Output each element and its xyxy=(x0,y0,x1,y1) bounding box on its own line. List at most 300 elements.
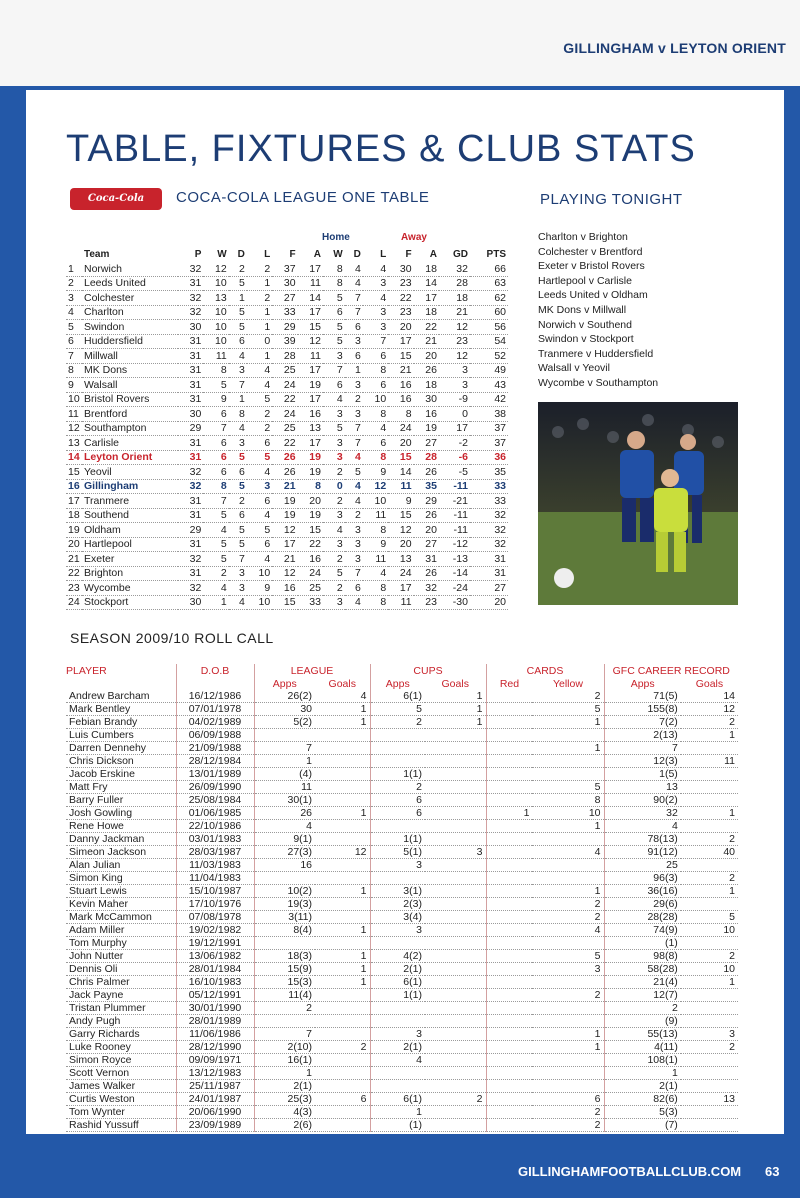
roll-cell: 3 xyxy=(370,924,425,937)
league-cell: 9 xyxy=(363,537,388,552)
league-cell: 9 xyxy=(388,494,413,509)
roll-cell xyxy=(254,729,315,742)
roll-cell xyxy=(532,872,604,885)
player-name: Matt Fry xyxy=(66,781,176,794)
league-cell: 4 xyxy=(345,595,363,610)
roll-cell: 78(13) xyxy=(604,833,681,846)
league-cell: 31 xyxy=(178,378,203,393)
league-team-cell: Wycombe xyxy=(82,581,178,596)
league-cell: 39 xyxy=(272,334,297,349)
roll-cell: 2 xyxy=(532,989,604,1002)
league-cell: 5 xyxy=(323,334,345,349)
roll-cell: 2 xyxy=(532,690,604,703)
roll-sub-header: Apps xyxy=(604,677,681,690)
league-cell: 19 xyxy=(298,450,323,465)
roll-cell: 32 xyxy=(604,807,681,820)
roll-cell: 2 xyxy=(604,1002,681,1015)
roll-cell: 1 xyxy=(315,924,370,937)
league-cell: 21 xyxy=(272,552,297,567)
roll-cell: 5 xyxy=(370,703,425,716)
player-name: Chris Palmer xyxy=(66,976,176,989)
roll-cell: 13/12/1983 xyxy=(176,1067,254,1080)
match-title: GILLINGHAM v LEYTON ORIENT xyxy=(563,40,786,56)
roll-cell xyxy=(425,1002,486,1015)
roll-row xyxy=(66,1093,738,1106)
league-cell: 32 xyxy=(178,262,203,277)
fixture-item: Charlton v Brighton xyxy=(538,231,628,243)
league-team-cell: Tranmere xyxy=(82,494,178,509)
roll-row xyxy=(66,950,738,963)
league-cell: 18 xyxy=(414,378,439,393)
league-cell: 32 xyxy=(414,581,439,596)
league-row xyxy=(66,363,508,378)
roll-cell: 10 xyxy=(681,963,738,976)
roll-cell: 21/09/1988 xyxy=(176,742,254,755)
league-cell: 8 xyxy=(66,363,82,378)
roll-cell xyxy=(532,1054,604,1067)
league-cell: 4 xyxy=(66,305,82,320)
league-cell: 56 xyxy=(470,320,508,335)
roll-cell xyxy=(370,1015,425,1028)
league-cell: 5 xyxy=(323,320,345,335)
roll-cell: 1 xyxy=(315,716,370,729)
league-cell: 15 xyxy=(388,508,413,523)
league-cell: 33 xyxy=(298,595,323,610)
roll-cell: 29(6) xyxy=(604,898,681,911)
league-cell: 42 xyxy=(470,392,508,407)
league-cell: 32 xyxy=(470,508,508,523)
player-name: Jack Payne xyxy=(66,989,176,1002)
league-cell: 30 xyxy=(178,407,203,422)
league-cell: 33 xyxy=(470,479,508,494)
roll-cell: 15/10/1987 xyxy=(176,885,254,898)
league-cell: -12 xyxy=(439,537,470,552)
roll-cell: 1 xyxy=(532,1028,604,1041)
roll-cell: (9) xyxy=(604,1015,681,1028)
roll-cell xyxy=(315,768,370,781)
roll-cell: 07/01/1978 xyxy=(176,703,254,716)
league-row xyxy=(66,407,508,422)
league-cell: 4 xyxy=(363,262,388,277)
league-team-cell: Oldham xyxy=(82,523,178,538)
league-cell: 16 xyxy=(298,407,323,422)
league-cell: 6 xyxy=(203,407,228,422)
league-cell: 4 xyxy=(345,450,363,465)
league-cell: 21 xyxy=(414,334,439,349)
roll-cell: 28/12/1990 xyxy=(176,1041,254,1054)
player-name: Simon King xyxy=(66,872,176,885)
league-cell: 20 xyxy=(388,320,413,335)
roll-cell: 5 xyxy=(681,911,738,924)
roll-cell: 7(2) xyxy=(604,716,681,729)
league-team-cell: Leeds United xyxy=(82,276,178,291)
roll-row xyxy=(66,989,738,1002)
roll-cell xyxy=(681,1106,738,1119)
league-cell: 2 xyxy=(323,552,345,567)
league-cell: 26 xyxy=(272,465,297,480)
roll-cell: 3 xyxy=(370,859,425,872)
league-cell: 21 xyxy=(439,305,470,320)
league-cell: 17 xyxy=(388,581,413,596)
roll-row xyxy=(66,716,738,729)
roll-cell: 4(11) xyxy=(604,1041,681,1054)
player-name: Tom Wynter xyxy=(66,1106,176,1119)
roll-cell: 2 xyxy=(681,833,738,846)
roll-cell: 36(16) xyxy=(604,885,681,898)
roll-row xyxy=(66,1106,738,1119)
league-team-cell: Gillingham xyxy=(82,479,178,494)
league-cell: 3 xyxy=(323,436,345,451)
league-team-cell: Southend xyxy=(82,508,178,523)
player-name: Mark McCammon xyxy=(66,911,176,924)
roll-cell xyxy=(315,1002,370,1015)
roll-cell: 2 xyxy=(532,1106,604,1119)
roll-cell: 7 xyxy=(254,742,315,755)
league-cell: 4 xyxy=(229,421,247,436)
league-team-cell: Carlisle xyxy=(82,436,178,451)
league-cell: 17 xyxy=(298,363,323,378)
league-cell: 19 xyxy=(272,508,297,523)
roll-row xyxy=(66,1028,738,1041)
page-title: TABLE, FIXTURES & CLUB STATS xyxy=(66,128,696,170)
league-cell: 1 xyxy=(247,349,272,364)
roll-cell xyxy=(425,1041,486,1054)
roll-cell: 16/12/1986 xyxy=(176,690,254,703)
roll-cell xyxy=(486,976,532,989)
roll-cell xyxy=(315,833,370,846)
roll-cell xyxy=(532,833,604,846)
league-cell: 11 xyxy=(363,552,388,567)
league-cell: -30 xyxy=(439,595,470,610)
roll-group-header: PLAYER xyxy=(66,664,107,677)
league-cell: 5 xyxy=(66,320,82,335)
roll-row xyxy=(66,1041,738,1054)
roll-cell: 4 xyxy=(532,924,604,937)
roll-cell xyxy=(425,820,486,833)
roll-row xyxy=(66,690,738,703)
league-cell: 31 xyxy=(178,349,203,364)
roll-cell: 11/03/1983 xyxy=(176,859,254,872)
league-cell: 3 xyxy=(363,305,388,320)
league-cell: 6 xyxy=(363,349,388,364)
league-team-cell: Brentford xyxy=(82,407,178,422)
fixtures-list xyxy=(538,230,658,391)
roll-cell: 1 xyxy=(681,807,738,820)
league-cell: 1 xyxy=(247,320,272,335)
roll-row xyxy=(66,859,738,872)
page-sheet xyxy=(26,90,784,1134)
league-cell: 0 xyxy=(247,334,272,349)
roll-cell xyxy=(315,1119,370,1132)
league-cell: 7 xyxy=(363,334,388,349)
roll-cell: 27(3) xyxy=(254,846,315,859)
league-cell: 31 xyxy=(178,537,203,552)
roll-cell: 90(2) xyxy=(604,794,681,807)
league-team-cell: Huddersfield xyxy=(82,334,178,349)
roll-cell: 11 xyxy=(681,755,738,768)
roll-cell xyxy=(486,885,532,898)
roll-cell: 1 xyxy=(532,820,604,833)
league-team-cell: Charlton xyxy=(82,305,178,320)
roll-cell xyxy=(681,1080,738,1093)
player-name: Josh Gowling xyxy=(66,807,176,820)
league-col-header: F xyxy=(289,248,296,260)
league-cell: 23 xyxy=(388,305,413,320)
league-cell: 4 xyxy=(229,349,247,364)
roll-cell: 19(3) xyxy=(254,898,315,911)
roll-cell xyxy=(486,1002,532,1015)
league-cell: 6 xyxy=(363,378,388,393)
roll-cell: 12(3) xyxy=(604,755,681,768)
league-col-header: D xyxy=(237,248,245,260)
roll-cell xyxy=(681,1015,738,1028)
league-cell: 25 xyxy=(272,363,297,378)
roll-cell: 1 xyxy=(425,716,486,729)
league-cell: 27 xyxy=(414,537,439,552)
roll-cell: 25/08/1984 xyxy=(176,794,254,807)
roll-sub-header: Yellow xyxy=(552,677,583,690)
league-cell: 32 xyxy=(178,291,203,306)
roll-sub-header: Apps xyxy=(254,677,315,690)
league-cell: 17 xyxy=(298,262,323,277)
league-cell: 3 xyxy=(323,407,345,422)
roll-cell: 1 xyxy=(425,703,486,716)
league-cell: 1 xyxy=(203,595,228,610)
league-cell: 25 xyxy=(272,421,297,436)
league-cell: 31 xyxy=(470,566,508,581)
bottom-strip xyxy=(0,1134,800,1198)
roll-cell: 1 xyxy=(370,1106,425,1119)
league-cell: 31 xyxy=(178,363,203,378)
league-cell: 14 xyxy=(414,276,439,291)
league-cell: 33 xyxy=(470,494,508,509)
roll-cell: 2 xyxy=(681,872,738,885)
league-cell: -6 xyxy=(439,450,470,465)
roll-row xyxy=(66,846,738,859)
league-cell: 19 xyxy=(298,465,323,480)
league-cell: 26 xyxy=(414,566,439,581)
roll-cell xyxy=(486,716,532,729)
league-cell: 6 xyxy=(345,349,363,364)
league-cell: 20 xyxy=(470,595,508,610)
roll-cell: 4 xyxy=(370,1054,425,1067)
league-cell: 2 xyxy=(229,262,247,277)
roll-cell xyxy=(254,1015,315,1028)
league-cell: 8 xyxy=(363,363,388,378)
roll-cell xyxy=(486,742,532,755)
league-cell: 19 xyxy=(66,523,82,538)
league-cell: 5 xyxy=(323,421,345,436)
league-row xyxy=(66,392,508,407)
league-cell: 22 xyxy=(298,537,323,552)
roll-cell xyxy=(425,742,486,755)
roll-cell xyxy=(681,1067,738,1080)
roll-cell: 6 xyxy=(532,1093,604,1106)
roll-row xyxy=(66,976,738,989)
roll-cell: 3 xyxy=(425,846,486,859)
roll-cell xyxy=(425,963,486,976)
league-cell: 8 xyxy=(363,595,388,610)
league-team-cell: Walsall xyxy=(82,378,178,393)
league-cell: 7 xyxy=(345,436,363,451)
league-cell: 3 xyxy=(247,479,272,494)
roll-cell: 16(1) xyxy=(254,1054,315,1067)
league-cell: 10 xyxy=(203,305,228,320)
league-cell: 5 xyxy=(323,566,345,581)
league-cell: 18 xyxy=(414,305,439,320)
roll-cell xyxy=(532,768,604,781)
league-cell: 5 xyxy=(229,450,247,465)
league-cell: 11 xyxy=(363,508,388,523)
roll-cell: 24/01/1987 xyxy=(176,1093,254,1106)
roll-cell xyxy=(486,898,532,911)
league-cell: 52 xyxy=(470,349,508,364)
league-cell: -24 xyxy=(439,581,470,596)
roll-cell: 4 xyxy=(254,820,315,833)
league-row xyxy=(66,291,508,306)
league-cell: 10 xyxy=(247,566,272,581)
roll-cell: 55(13) xyxy=(604,1028,681,1041)
league-cell: 4 xyxy=(363,291,388,306)
league-cell: 16 xyxy=(272,581,297,596)
roll-cell: 2 xyxy=(532,898,604,911)
league-cell: 24 xyxy=(298,566,323,581)
player-name: Tom Murphy xyxy=(66,937,176,950)
league-cell: -2 xyxy=(439,436,470,451)
roll-cell xyxy=(425,1119,486,1132)
roll-cell: 3 xyxy=(370,1028,425,1041)
roll-cell xyxy=(425,989,486,1002)
roll-cell: 11(4) xyxy=(254,989,315,1002)
player-name: Chris Dickson xyxy=(66,755,176,768)
roll-cell: 7 xyxy=(254,1028,315,1041)
league-team-cell: Leyton Orient xyxy=(82,450,178,465)
roll-sub-header xyxy=(66,677,176,690)
roll-row xyxy=(66,703,738,716)
league-cell: 24 xyxy=(66,595,82,610)
league-cell: 32 xyxy=(178,465,203,480)
roll-cell: 2(1) xyxy=(254,1080,315,1093)
roll-cell xyxy=(681,898,738,911)
league-cell: 4 xyxy=(345,479,363,494)
league-team-cell: Brighton xyxy=(82,566,178,581)
league-cell: 37 xyxy=(470,436,508,451)
fixture-item: Wycombe v Southampton xyxy=(538,376,659,389)
roll-cell: 28/12/1984 xyxy=(176,755,254,768)
roll-cell xyxy=(315,794,370,807)
fixture-item: Exeter v Bristol Rovers xyxy=(538,260,645,273)
league-cell: 6 xyxy=(345,581,363,596)
league-col-header: L xyxy=(380,248,387,260)
league-cell: 20 xyxy=(66,537,82,552)
roll-cell xyxy=(425,781,486,794)
league-cell: 1 xyxy=(66,262,82,277)
league-cell: 7 xyxy=(345,291,363,306)
league-cell: 3 xyxy=(323,508,345,523)
league-cell: 5 xyxy=(203,378,228,393)
roll-cell xyxy=(425,833,486,846)
roll-cell xyxy=(425,911,486,924)
roll-cell: (7) xyxy=(604,1119,681,1132)
league-cell: 31 xyxy=(178,494,203,509)
roll-cell: 26 xyxy=(254,807,315,820)
league-cell: 20 xyxy=(414,523,439,538)
roll-sub-header xyxy=(176,677,254,690)
league-cell: 17 xyxy=(298,436,323,451)
roll-cell xyxy=(486,1015,532,1028)
league-cell: 8 xyxy=(229,407,247,422)
league-cell: 11 xyxy=(298,349,323,364)
league-cell: 30 xyxy=(178,320,203,335)
league-cell: 7 xyxy=(203,494,228,509)
roll-cell: 12 xyxy=(681,703,738,716)
roll-cell xyxy=(486,937,532,950)
roll-cell: 1 xyxy=(486,807,532,820)
league-cell: 11 xyxy=(388,595,413,610)
league-cell: 6 xyxy=(247,537,272,552)
roll-cell: 10(2) xyxy=(254,885,315,898)
league-cell: 5 xyxy=(229,320,247,335)
roll-cell: 15(3) xyxy=(254,976,315,989)
roll-cell: 22/10/1986 xyxy=(176,820,254,833)
league-row xyxy=(66,450,508,465)
roll-cell xyxy=(681,742,738,755)
league-cell: 5 xyxy=(323,291,345,306)
league-cell: 32 xyxy=(470,537,508,552)
league-cell: 3 xyxy=(323,349,345,364)
league-cell: 26 xyxy=(414,363,439,378)
player-name: Rashid Yussuff xyxy=(66,1119,176,1132)
top-strip xyxy=(0,0,800,86)
league-cell: 9 xyxy=(363,465,388,480)
league-col-header: W xyxy=(217,248,227,260)
league-cell: 26 xyxy=(272,450,297,465)
roll-cell xyxy=(315,872,370,885)
league-cell: 14 xyxy=(388,465,413,480)
roll-cell: 16 xyxy=(254,859,315,872)
league-cell: 6 xyxy=(203,436,228,451)
league-cell: 5 xyxy=(247,450,272,465)
league-row xyxy=(66,334,508,349)
league-team-cell: Southampton xyxy=(82,421,178,436)
league-cell: -13 xyxy=(439,552,470,567)
roll-cell xyxy=(681,768,738,781)
league-cell: 3 xyxy=(323,537,345,552)
league-row xyxy=(66,320,508,335)
league-row xyxy=(66,349,508,364)
league-cell: 38 xyxy=(470,407,508,422)
roll-cell xyxy=(486,1054,532,1067)
roll-cell xyxy=(370,937,425,950)
roll-cell: 2(13) xyxy=(604,729,681,742)
fixture-item: Walsall v Yeovil xyxy=(538,362,610,375)
league-cell: 10 xyxy=(66,392,82,407)
league-col-header: D xyxy=(353,248,361,260)
roll-cell: 1 xyxy=(532,742,604,755)
league-cell: 24 xyxy=(272,378,297,393)
league-cell: -14 xyxy=(439,566,470,581)
league-cell: 10 xyxy=(363,392,388,407)
league-cell: 32 xyxy=(178,552,203,567)
roll-cell xyxy=(425,1054,486,1067)
roll-cell: 04/02/1989 xyxy=(176,716,254,729)
league-cell: 6 xyxy=(247,436,272,451)
roll-cell xyxy=(486,872,532,885)
roll-cell: 3 xyxy=(681,1028,738,1041)
league-cell: 4 xyxy=(247,508,272,523)
league-cell: 12 xyxy=(439,349,470,364)
league-team-cell: Bristol Rovers xyxy=(82,392,178,407)
